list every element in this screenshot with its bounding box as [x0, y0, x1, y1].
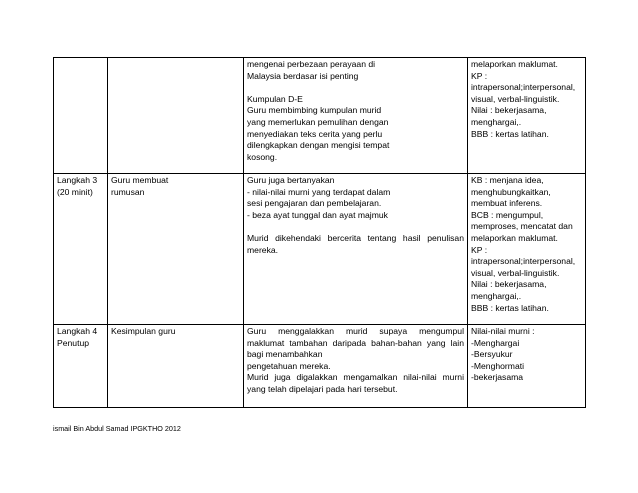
activity-cell	[108, 174, 244, 325]
notes-line: memproses, mencatat dan	[471, 221, 573, 232]
content-line: kosong.	[247, 151, 278, 162]
notes-line: Nilai : bekerjasama,	[471, 105, 547, 116]
notes-line: Nilai-nilai murni :	[471, 326, 535, 336]
content-cell	[244, 174, 468, 325]
content-line: Malaysia berdasar isi penting	[247, 70, 359, 81]
table-row	[54, 325, 586, 408]
step-line: (20 minit)	[57, 186, 93, 197]
content-line: Murid dikehendaki bercerita tentang hasil penulisan	[247, 232, 464, 243]
activity-line: Guru membuat	[111, 175, 169, 185]
notes-line: membuat inferens.	[471, 198, 543, 209]
activity-line: rumusan	[111, 186, 145, 197]
notes-line: melaporkan maklumat.	[471, 59, 558, 69]
notes-line: intrapersonal;interpersonal,	[471, 82, 576, 93]
content-line: dilengkapkan dengan mengisi tempat	[247, 140, 390, 151]
content-line: pengetahuan mereka.	[247, 360, 331, 371]
content-line: mengenai perbezaan perayaan di	[247, 59, 376, 69]
content-line: yang telah dipelajari pada hari tersebut.	[247, 383, 398, 394]
content-cell	[244, 58, 468, 174]
content-line: maklumat tambahan daripada bahan-bahan yang lain	[247, 337, 464, 348]
step-cell	[54, 174, 108, 325]
notes-line: BBB : kertas latihan.	[471, 302, 549, 313]
notes-line: menghubungkaitkan,	[471, 186, 551, 197]
content-line: mereka.	[247, 244, 279, 255]
step-line: Langkah 4	[57, 326, 98, 336]
activity-cell	[108, 58, 244, 174]
activity-cell	[108, 325, 244, 408]
content-line: - nilai-nilai murni yang terdapat dalam	[247, 186, 391, 197]
activity-line: Kesimpulan guru	[111, 326, 176, 336]
notes-line: BBB : kertas latihan.	[471, 128, 549, 139]
notes-line: melaporkan maklumat.	[471, 232, 558, 243]
step-cell	[54, 325, 108, 408]
content-line: Guru juga bertanyakan	[247, 175, 335, 185]
step-cell	[54, 58, 108, 174]
notes-line: visual, verbal-linguistik.	[471, 267, 560, 278]
notes-line: KP :	[471, 70, 488, 81]
notes-line: -Menghormati	[471, 360, 525, 371]
notes-cell	[468, 58, 586, 174]
notes-line: -bekerjasama	[471, 372, 524, 383]
notes-cell	[468, 325, 586, 408]
lesson-plan-table	[53, 57, 586, 408]
lesson-plan-body	[54, 58, 586, 408]
content-line: sesi pengajaran dan pembelajaran.	[247, 198, 382, 209]
content-line: menyediakan teks cerita yang perlu	[247, 128, 383, 139]
content-line: Murid juga digalakkan mengamalkan nilai-nilai murni	[247, 372, 464, 383]
notes-line: KB : menjana idea,	[471, 175, 544, 185]
step-line: Langkah 3	[57, 175, 98, 185]
notes-line: -Menghargai	[471, 337, 520, 348]
table-row	[54, 174, 586, 325]
notes-line: KP :	[471, 244, 488, 255]
step-line: Penutup	[57, 337, 90, 348]
content-line: bagi menambahkan	[247, 349, 323, 360]
notes-line: -Bersyukur	[471, 349, 513, 360]
footer-text: ismail Bin Abdul Samad IPGKTHO 2012	[53, 424, 181, 433]
notes-line: intrapersonal;interpersonal,	[471, 256, 576, 267]
blank-line	[247, 221, 464, 233]
notes-line: menghargai,.	[471, 290, 522, 301]
notes-line: visual, verbal-linguistik.	[471, 93, 560, 104]
notes-line: BCB : mengumpul,	[471, 209, 544, 220]
notes-cell	[468, 174, 586, 325]
content-line: Guru membimbing kumpulan murid	[247, 105, 382, 116]
notes-line: Nilai : bekerjasama,	[471, 279, 547, 290]
blank-line	[247, 82, 464, 94]
content-line: Kumpulan D-E	[247, 93, 303, 104]
content-line: Guru menggalakkan murid supaya mengumpul	[247, 326, 464, 336]
table-row	[54, 58, 586, 174]
notes-line: menghargai,.	[471, 116, 522, 127]
content-line: - beza ayat tunggal dan ayat majmuk	[247, 209, 388, 220]
content-cell	[244, 325, 468, 408]
content-line: yang memerlukan pemulihan dengan	[247, 116, 389, 127]
